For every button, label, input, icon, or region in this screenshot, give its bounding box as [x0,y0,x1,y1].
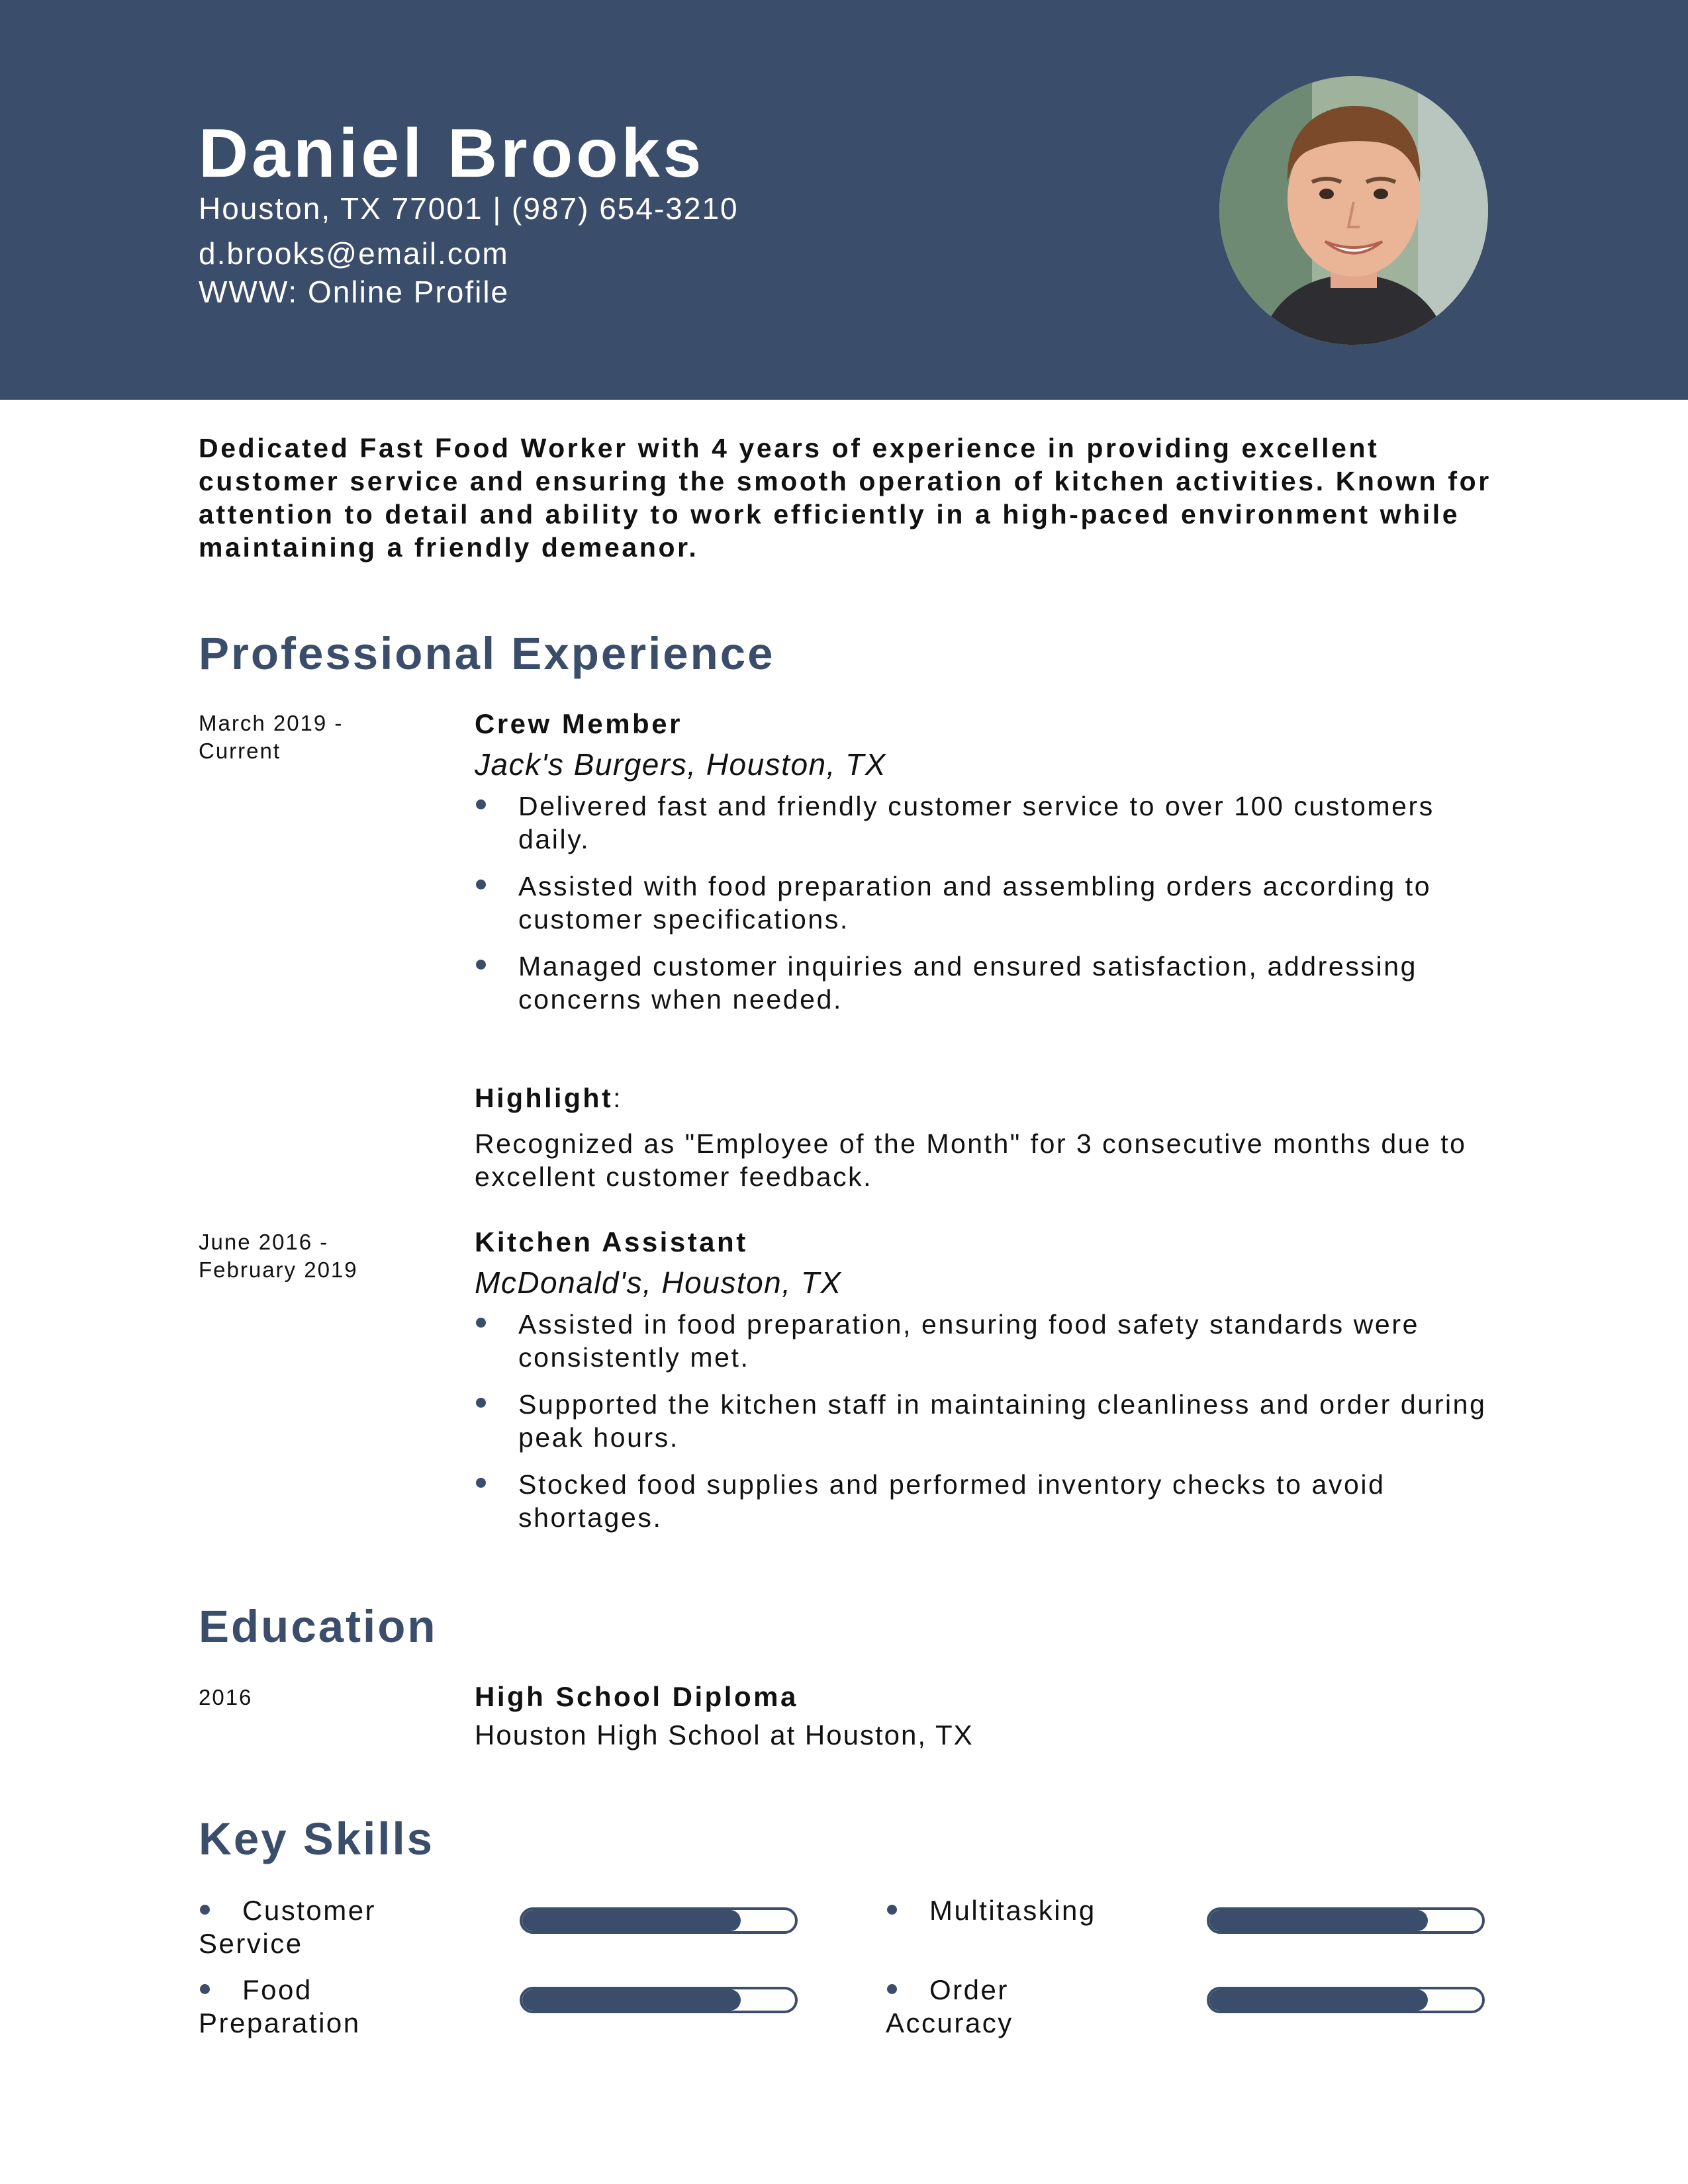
skill-level-bar [1207,1987,1485,2013]
job-1 [475,707,1497,1030]
highlight-label-text: Highlight [475,1083,614,1113]
skill-name: Food Preparation [199,1974,361,2038]
job-2-dates [199,1228,397,1284]
skill-level-bar [520,1907,798,1934]
list-item: Assisted in food preparation, ensuring food safety standards were consistently met. [475,1308,1497,1374]
job-1-bullets [475,790,1497,1016]
website-link[interactable]: WWW: Online Profile [199,275,510,309]
skill-level-fill [522,1910,741,1931]
experience-heading: Professional Experience [199,628,775,679]
job-1-date-end: Current [199,739,281,763]
list-item: Managed customer inquiries and ensured satisfaction, addressing concerns when needed. [475,950,1497,1016]
skill-name: Multitasking [929,1895,1096,1926]
job-1-dates [199,709,397,765]
candidate-name: Daniel Brooks [199,115,705,192]
job-1-highlight-label [475,1081,623,1115]
skill-level-fill [522,1989,741,2011]
job-1-highlight-text: Recognized as "Employee of the Month" for 3 consecutive months due to excellent customer feedback. [475,1128,1467,1192]
skill-row [886,1974,1495,2053]
skill-name: Customer Service [199,1895,377,1959]
education-degree: High School Diploma [475,1681,798,1712]
job-1-title: Crew Member [475,708,682,739]
list-item: Delivered fast and friendly customer service to over 100 customers daily. [475,790,1497,856]
list-item: Supported the kitchen staff in maintaining cleanliness and order during peak hours. [475,1388,1497,1454]
list-item: Stocked food supplies and performed inventory checks to avoid shortages. [475,1468,1497,1534]
header-band [0,0,1688,400]
skill-row [199,1894,808,1974]
skill-level-bar [1207,1907,1485,1934]
skills-heading: Key Skills [199,1813,435,1864]
job-1-company: Jack's Burgers, Houston, TX [475,747,886,782]
profile-photo [1219,76,1488,345]
skill-row [199,1974,808,2053]
skill-name: Order Accuracy [886,1974,1013,2038]
education-year: 2016 [199,1685,253,1709]
job-2 [475,1226,1497,1548]
job-2-company: McDonald's, Houston, TX [475,1265,842,1300]
education-school: Houston High School at Houston, TX [475,1719,974,1751]
skill-row [886,1894,1495,1974]
education-heading: Education [199,1601,438,1652]
skill-level-bar [520,1987,798,2013]
job-2-bullets [475,1308,1497,1534]
profile-photo-illustration [1219,76,1488,345]
professional-summary: Dedicated Fast Food Worker with 4 years of experience in providing excellent customer service and ensuring the smooth operation of kitchen activities. Known for attention to detail and ability to work efficiently in a high-paced environment while maintaining a friendly demeanor. [199,433,1491,563]
job-1-date-start: March 2019 - [199,711,344,735]
highlight-label-colon: : [613,1083,624,1113]
list-item: Assisted with food preparation and assembling orders according to customer specifications. [475,870,1497,936]
job-2-title: Kitchen Assistant [475,1226,748,1257]
skill-level-fill [1209,1989,1428,2011]
job-2-date-end: February 2019 [199,1257,358,1282]
location-phone: Houston, TX 77001 | (987) 654-3210 [199,191,739,226]
job-2-date-start: June 2016 - [199,1230,329,1254]
skill-level-fill [1209,1910,1428,1931]
email-link[interactable]: d.brooks@email.com [199,236,509,271]
